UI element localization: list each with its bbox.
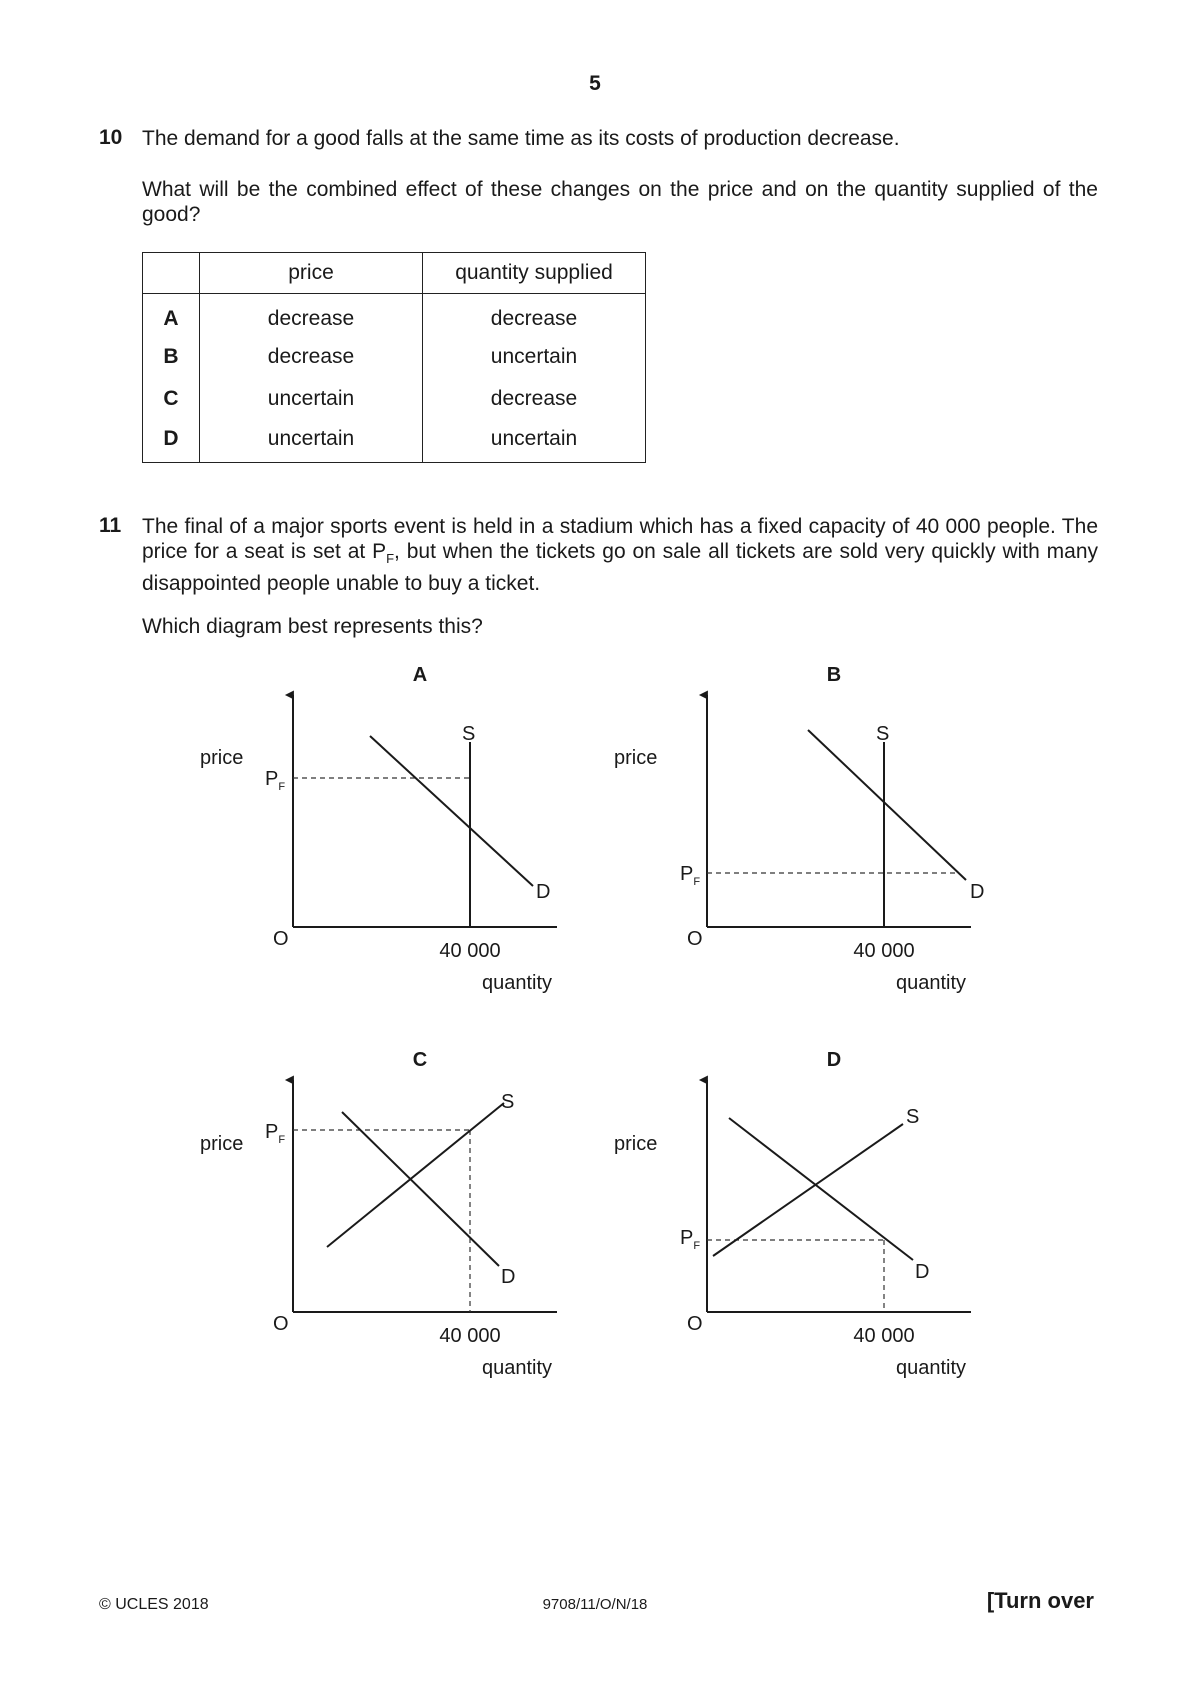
origin-label: O [687,928,703,950]
demand-label: D [536,881,551,903]
price-axis-label: price [614,747,658,769]
diagram-option-label: D [826,1049,842,1071]
diagram-option-label: C [412,1049,428,1071]
quantity-axis-label: quantity [896,1357,967,1379]
price-axis-label: price [200,1133,244,1155]
demand-curve [370,736,533,886]
option-price: uncertain [200,420,423,463]
pf-label: $P_F$ [680,1227,701,1252]
option-letter: A [143,294,200,337]
origin-label: O [273,928,289,950]
question-11-number: 11 [99,514,122,537]
demand-curve [342,1112,499,1266]
capacity-label: 40 000 [853,940,915,962]
option-letter: B [143,336,200,378]
demand-label: D [915,1261,930,1283]
question-11-prompt: Which diagram best represents this? [142,615,483,638]
diagram-d [614,1049,971,1379]
supply-label: S [906,1106,920,1128]
diagram-option-label: B [826,664,842,686]
stem-subscript: F [386,551,395,567]
price-axis-label: price [614,1133,658,1155]
question-10-stem: The demand for a good falls at the same time as its costs of production decrease. [142,127,900,150]
option-quantity: uncertain [423,420,646,463]
footer-turn-over: [Turn over [986,1588,1094,1613]
header-price-cell: price [200,253,423,294]
supply-label: S [876,723,890,745]
price-axis-label: price [200,747,244,769]
supply-curve [713,1124,903,1256]
demand-label: D [970,881,985,903]
diagram-c [200,1049,557,1379]
capacity-label: 40 000 [439,940,501,962]
demand-curve [808,730,966,880]
quantity-axis-label: quantity [482,972,553,994]
diagram-option-label: A [412,664,428,686]
option-letter: C [143,378,200,420]
quantity-axis-label: quantity [482,1357,553,1379]
demand-curve [729,1118,913,1260]
stem-text: The final of a major sports event is held in a stadium which has a fixed capacity of 40 000 people. The price for a seat is set at P [142,515,1098,563]
diagram-b [614,664,984,994]
pf-label: $P_F$ [265,768,286,793]
capacity-label: 40 000 [853,1325,915,1347]
pf-label: $P_F$ [680,863,701,888]
option-letter: D [143,420,200,463]
option-quantity: decrease [423,378,646,420]
option-quantity: uncertain [423,336,646,378]
quantity-axis-label: quantity [896,972,967,994]
option-price: uncertain [200,378,423,420]
origin-label: O [687,1313,703,1335]
footer-paper-code: 9708/11/O/N/18 [542,1596,648,1613]
diagram-a [200,664,557,994]
header-quantity-cell: quantity supplied [423,253,646,294]
supply-label: S [462,723,476,745]
option-quantity: decrease [423,294,646,337]
demand-label: D [501,1266,516,1288]
question-10-number: 10 [99,126,123,149]
option-price: decrease [200,336,423,378]
footer-copyright: © UCLES 2018 [99,1596,209,1613]
stem-text-rest: , but when the tickets go on sale all tickets are sold very quickly with many disappointed people unable to buy a ticket. [142,540,1099,596]
page-number: 5 [589,72,601,95]
supply-label: S [501,1091,515,1113]
pf-label: $P_F$ [265,1121,286,1146]
origin-label: O [273,1313,289,1335]
option-price: decrease [200,294,423,337]
capacity-label: 40 000 [439,1325,501,1347]
question-10-prompt: What will be the combined effect of these changes on the price and on the quantity supplied of the good? [142,178,1098,226]
